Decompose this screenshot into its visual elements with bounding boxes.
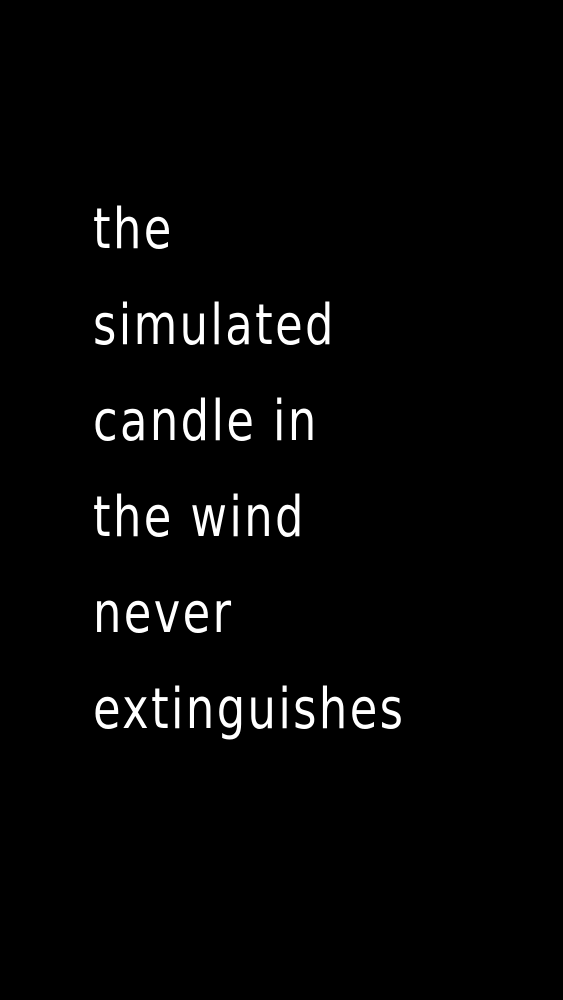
poem-line-3: candle in xyxy=(93,389,319,454)
poem-line-2: simulated xyxy=(93,293,336,358)
poem-text xyxy=(93,182,484,758)
poem-line-1: the xyxy=(93,197,174,262)
poem-line-5: never xyxy=(93,581,234,646)
poem-line-6: extinguishes xyxy=(93,677,406,742)
poem-line-4: the wind xyxy=(93,485,306,550)
